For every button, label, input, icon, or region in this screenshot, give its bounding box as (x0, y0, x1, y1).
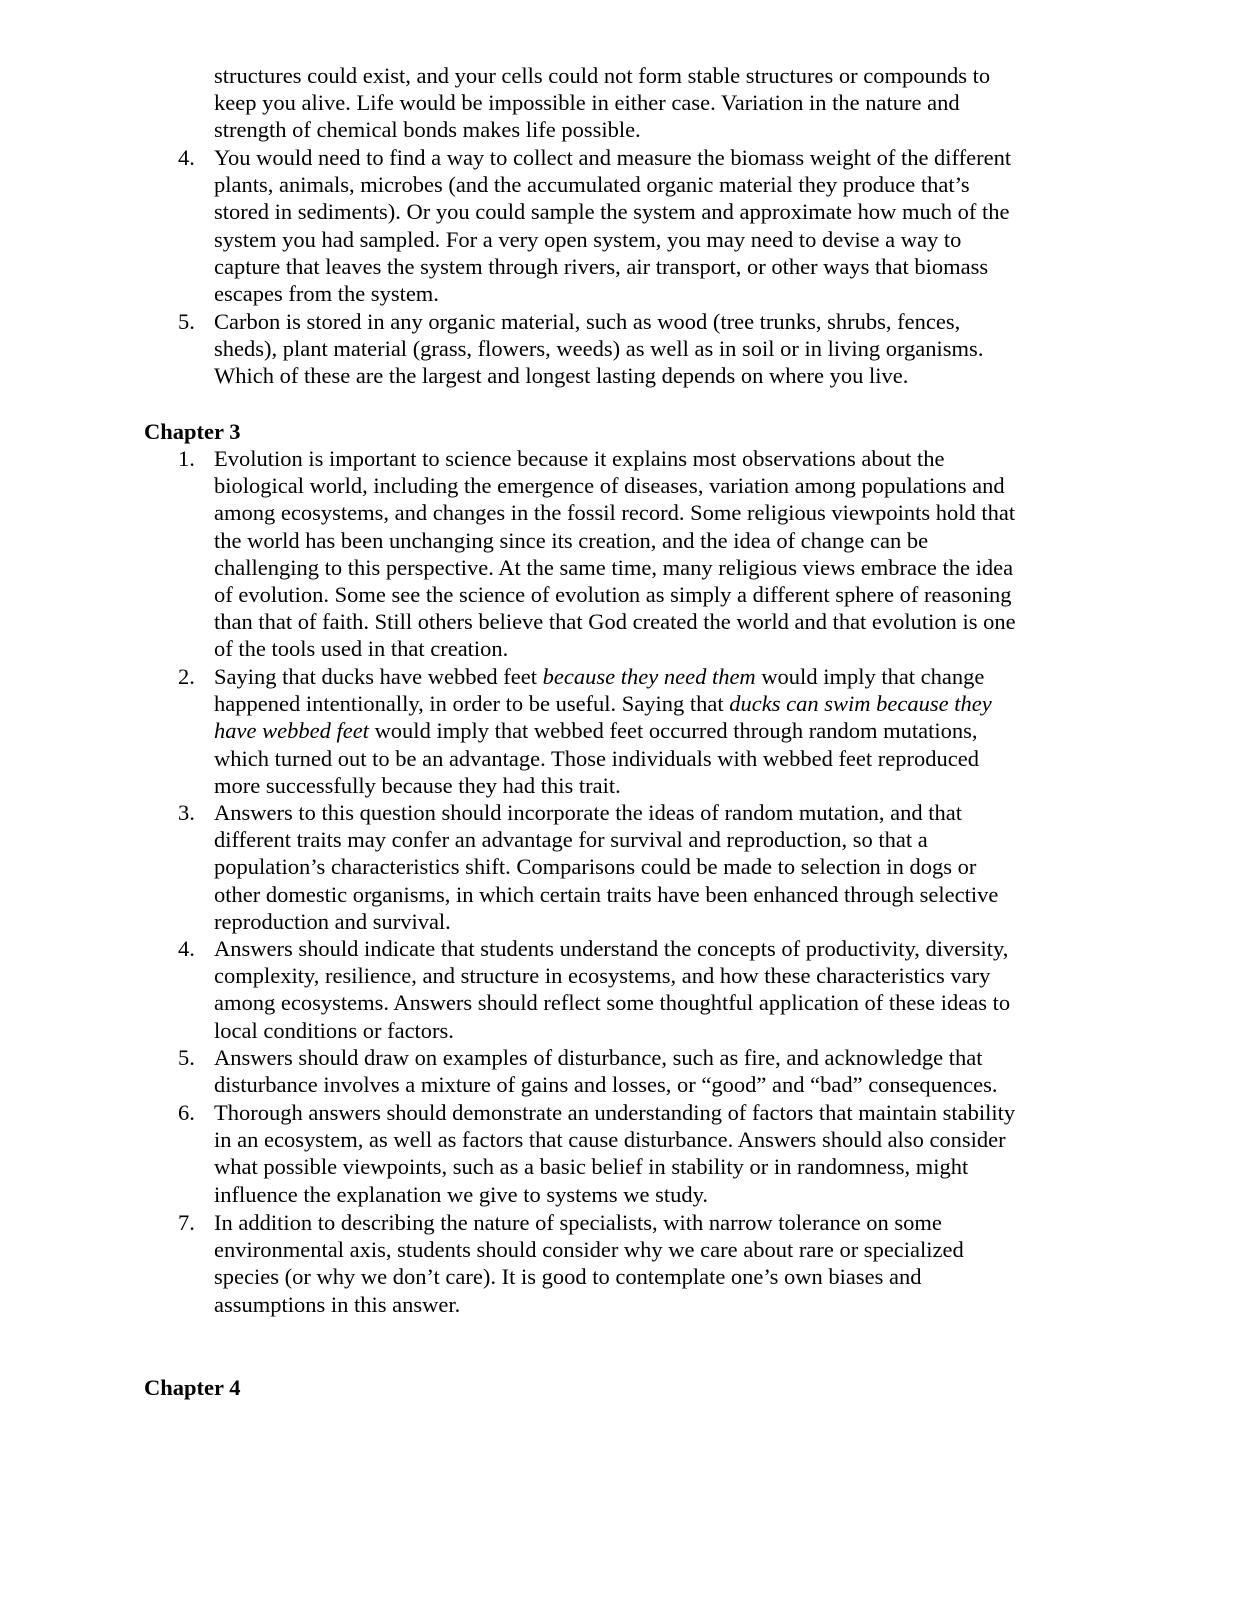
chapter-3-item-6 (0, 1099, 1236, 1208)
item-line: plants, animals, microbes (and the accumulated organic material they produce that’s (214, 172, 970, 198)
item-line: Thorough answers should demonstrate an understanding of factors that maintain stability (214, 1100, 1016, 1125)
item-line: local conditions or factors. (214, 1017, 454, 1043)
item-line (214, 690, 1094, 717)
text-run: happened intentionally, in order to be useful. Saying that (214, 691, 730, 717)
item-line: other domestic organisms, in which certain traits have been enhanced through selective (214, 881, 999, 907)
chapter-3-item-1 (0, 445, 1236, 663)
item-number: 5. (178, 309, 195, 334)
item-line: of evolution. Some see the science of evolution as simply a different sphere of reasoning (214, 582, 1012, 608)
item-line: Answers should draw on examples of disturbance, such as fire, and acknowledge that (214, 1045, 983, 1070)
item-line: of the tools used in that creation. (214, 636, 509, 662)
item-line: different traits may confer an advantage for survival and reproduction, so that a (214, 827, 928, 853)
italic-phrase: have webbed feet (214, 718, 369, 744)
item-line: more successfully because they had this trait. (214, 772, 621, 798)
text-run: Saying that ducks have webbed feet (214, 664, 543, 689)
item-line: the world has been unchanging since its creation, and the idea of change can be (214, 527, 929, 553)
item-line: Answers to this question should incorporate the ideas of random mutation, and that (214, 800, 962, 825)
item-line: influence the explanation we give to systems we study. (214, 1181, 709, 1207)
item-line: In addition to describing the nature of specialists, with narrow tolerance on some (214, 1210, 942, 1235)
item-line: Evolution is important to science because it explains most observations about the (214, 446, 945, 471)
chapter-3-item-2 (0, 663, 1236, 799)
continuation-line: strength of chemical bonds makes life possible. (214, 117, 641, 143)
item-line: than that of faith. Still others believe that God created the world and that evolution is one (214, 609, 1016, 635)
item-line: sheds), plant material (grass, flowers, weeds) as well as in soil or in living organisms. (214, 336, 984, 362)
continuation-paragraph (0, 62, 1236, 144)
item-line: escapes from the system. (214, 281, 439, 307)
item-line: Carbon is stored in any organic material, such as wood (tree trunks, shrubs, fences, (214, 309, 961, 334)
continuation-line: structures could exist, and your cells could not form stable structures or compounds to (214, 63, 991, 88)
item-number: 1. (178, 446, 195, 471)
item-line: which turned out to be an advantage. Those individuals with webbed feet reproduced (214, 745, 979, 771)
text-run: would imply that webbed feet occurred through random mutations, (368, 718, 978, 744)
item-line: biological world, including the emergence of diseases, variation among populations and (214, 473, 1005, 499)
italic-phrase: because they need them (542, 664, 756, 689)
item-line: challenging to this perspective. At the same time, many religious views embrace the idea (214, 554, 1014, 580)
italic-phrase: ducks can swim because they (729, 691, 992, 717)
item-number: 4. (178, 145, 195, 170)
chapter-3-item-3 (0, 799, 1236, 935)
item-line: population’s characteristics shift. Comparisons could be made to selection in dogs or (214, 854, 977, 880)
item-line: what possible viewpoints, such as a basic belief in stability or in randomness, might (214, 1154, 969, 1180)
chapter-4-heading: Chapter 4 (144, 1375, 241, 1400)
item-number: 7. (178, 1210, 195, 1235)
item-line: reproduction and survival. (214, 908, 451, 934)
item-number: 5. (178, 1045, 195, 1070)
item-line: environmental axis, students should consider why we care about rare or specialized (214, 1237, 964, 1263)
item-line: species (or why we don’t care). It is good to contemplate one’s own biases and (214, 1264, 922, 1290)
item-line (214, 717, 1094, 744)
item-number: 2. (178, 664, 195, 689)
list-item-prev-4 (0, 144, 1236, 307)
item-line: stored in sediments). Or you could sample the system and approximate how much of the (214, 199, 1010, 225)
item-number: 4. (178, 936, 195, 961)
item-line: assumptions in this answer. (214, 1291, 461, 1317)
chapter-3-item-4 (0, 935, 1236, 1044)
item-line: disturbance involves a mixture of gains and losses, or “good” and “bad” consequences. (214, 1072, 998, 1098)
chapter-3-item-5 (0, 1044, 1236, 1098)
item-line: Which of these are the largest and longest lasting depends on where you live. (214, 363, 909, 389)
item-line: capture that leaves the system through rivers, air transport, or other ways that biomass (214, 253, 989, 279)
item-number: 6. (178, 1100, 195, 1125)
text-run: would imply that change (755, 664, 985, 689)
list-item-prev-5 (0, 308, 1236, 390)
item-line: You would need to find a way to collect and measure the biomass weight of the different (214, 145, 1012, 170)
item-line: system you had sampled. For a very open system, you may need to devise a way to (214, 226, 962, 252)
item-line: Answers should indicate that students understand the concepts of productivity, diversity, (214, 936, 1009, 961)
item-line: in an ecosystem, as well as factors that cause disturbance. Answers should also consider (214, 1127, 1006, 1153)
continuation-line: keep you alive. Life would be impossible in either case. Variation in the nature and (214, 90, 960, 116)
chapter-3-heading: Chapter 3 (144, 419, 241, 444)
item-line (214, 663, 1094, 690)
chapter-3-item-7 (0, 1209, 1236, 1318)
item-line: among ecosystems. Answers should reflect some thoughtful application of these ideas to (214, 990, 1011, 1016)
item-number: 3. (178, 800, 195, 825)
item-line: among ecosystems, and changes in the fossil record. Some religious viewpoints hold that (214, 500, 1016, 526)
item-line: complexity, resilience, and structure in ecosystems, and how these characteristics vary (214, 963, 991, 989)
